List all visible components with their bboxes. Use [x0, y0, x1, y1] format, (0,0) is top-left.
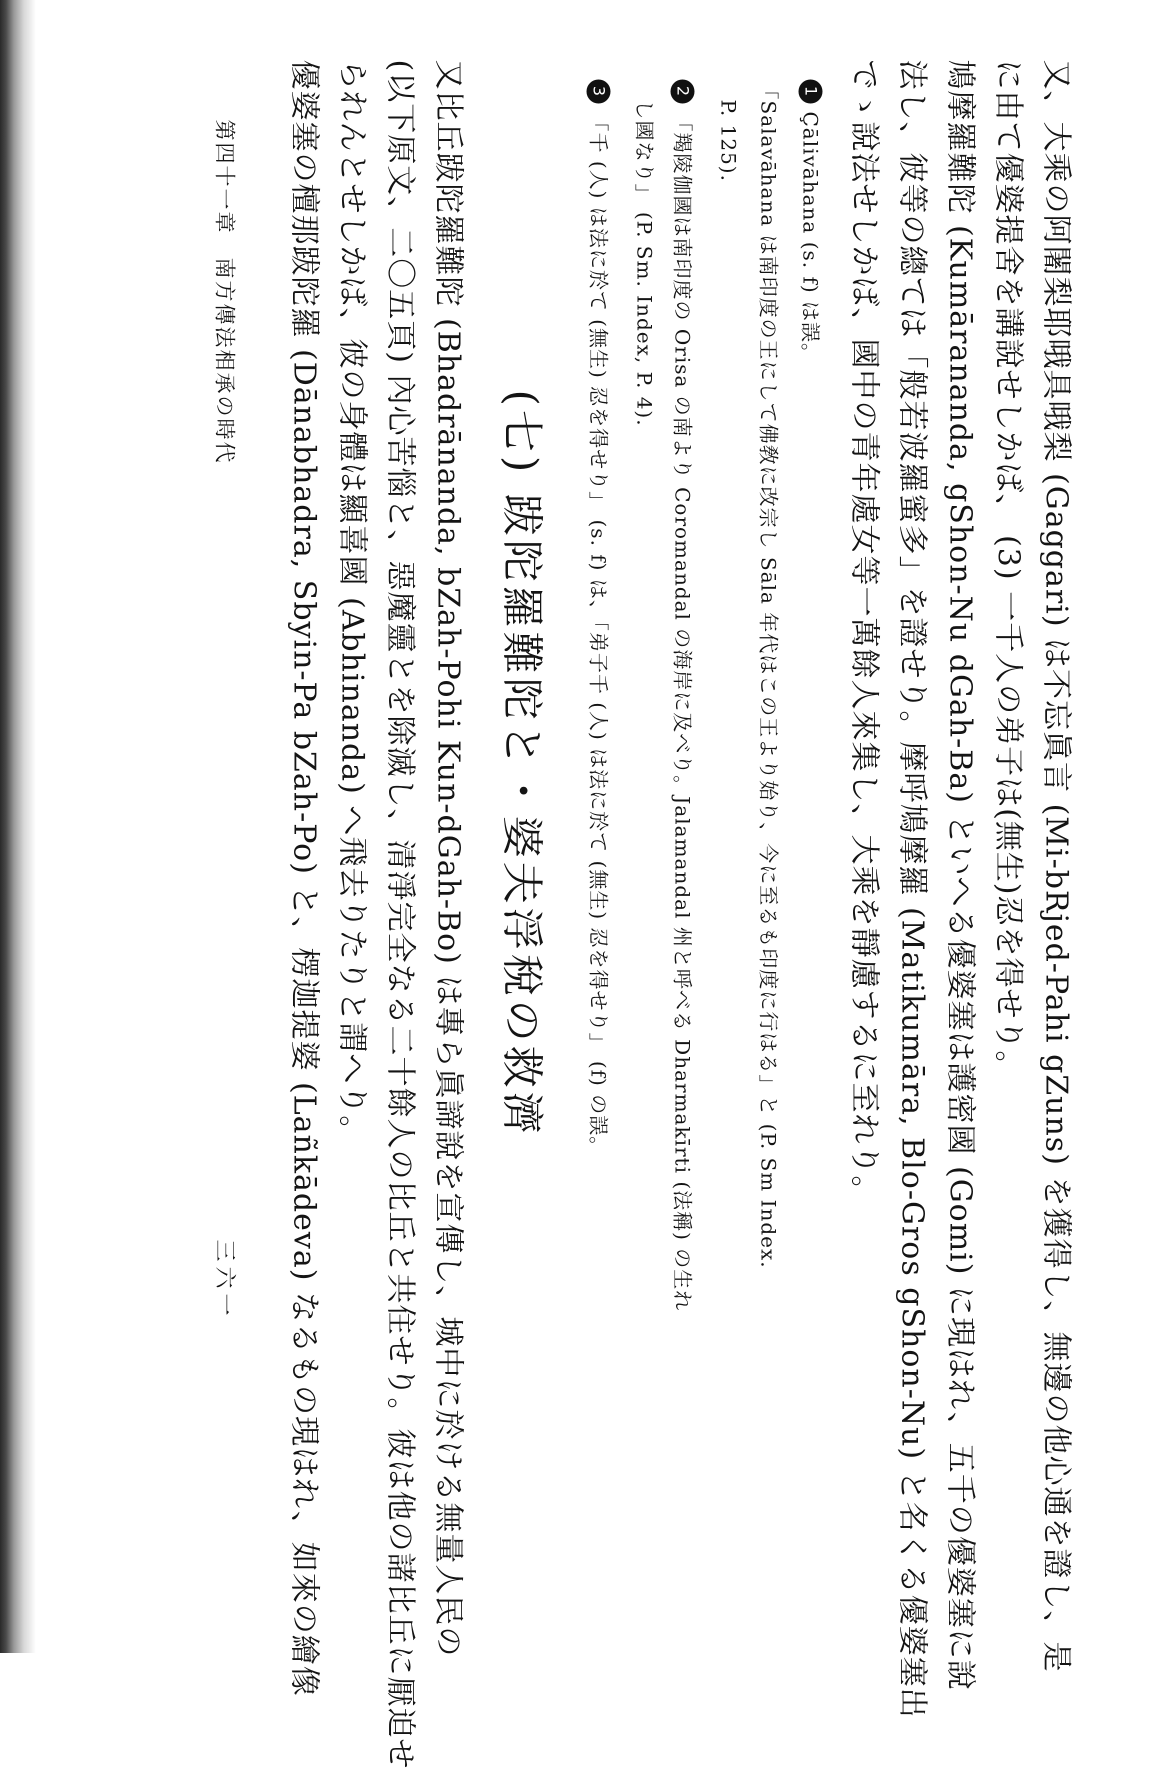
footnote-marker-3: 3	[587, 80, 611, 104]
section-line-4: 優婆塞の檀那跋陀羅 (Dānabhadra, Sbyin-Pa bZah-Po) と、楞迦提婆 (Lañkādeva) なるもの現はれ、如來の繪像	[289, 60, 319, 1697]
footnote-2	[671, 80, 695, 1312]
body-line-1: 又、大乘の阿闍梨耶哦具哦梨 (Gaggari) は不忘眞言 (Mi-bRjed-Pahi gZuns) を獲得し、無邊の他心通を證し、是	[1041, 60, 1071, 1673]
footnote-1-line-2: 「Sаlаvāhana は南印度の王にして佛敎に改宗し Sāla 年代はこの王より始り、今に至るも印度に行はる」と (P. Sm Index.	[759, 80, 779, 1269]
footnote-marker-2: 2	[671, 80, 695, 104]
section-line-3: られんとせしかば、彼の身體は顯喜國 (Abhinanda) へ飛去りたりと謂へり。	[337, 60, 367, 1147]
body-line-5: でゝ說法せしかば、國中の青年處女等一萬餘人來集し、大乘を靜慮するに至れり。	[849, 60, 879, 1207]
footnote-3-text: 「千 (人) は法に於て (無生) 忍を得せり」 (s. f) は、「弟子千 (人) は法に於て (無生) 忍を得せり」 (f) の誤。	[587, 112, 611, 1158]
footnote-1	[799, 80, 823, 365]
section-line-2: (以下原文、二〇五頁) 內心苦惱と、惡魔靈とを除滅し、清淨完全なる二十餘人の比丘と共住せり。彼は他の諸比丘に厭迫せ	[385, 60, 415, 1769]
section-line-1: 又比丘跋陀羅難陀 (Bhadrānanda, bZah-Pohi Kun-dGah-Bo) は專ら眞諦說を宣傳し、城中に於ける無量人民の	[433, 60, 463, 1658]
footnote-marker-1: 1	[799, 80, 823, 104]
body-line-4: 法し、彼等の總ては「般若波羅蜜多」を證せり。摩呼鳩摩羅 (Matikumāra, Blo-Gros gShon-Nu) と名くる優婆塞出	[897, 60, 927, 1719]
body-line-2: に由て優婆提舍を講說せしかば、 (3) 一千人の弟子は(無生)忍を得せり。	[993, 60, 1023, 1082]
footnote-2-text: 「羯陵伽國は南印度の Orisa の南より Coromandal の海岸に及べり。Jalamandal 州と呼べる Dharmakīrti (法稱) の生れ	[671, 112, 695, 1312]
footnote-3	[587, 80, 611, 1158]
running-head: 第四十一章 南方傳法相承の時代	[214, 120, 235, 465]
body-line-3: 鳩摩羅難陀 (Kumāranandа, gShon-Nu dGah-Ba) といへる優婆塞は護密國 (Gomi) に現はれ、五千の優婆塞に說	[945, 60, 975, 1691]
section-heading: (七) 跋陀羅難陀と・婆夫浮稅の救濟	[501, 390, 543, 1138]
footnote-1-line-3: P. 125).	[719, 100, 739, 182]
footnote-1-text: Çālivāhana (s. f) は誤。	[799, 112, 823, 365]
page-number: 三六一	[213, 1240, 235, 1321]
footnote-2-line-2: し國なり」 (P. Sm. Index, P. 4).	[635, 100, 655, 427]
page-text-frame	[1, 0, 1170, 1653]
